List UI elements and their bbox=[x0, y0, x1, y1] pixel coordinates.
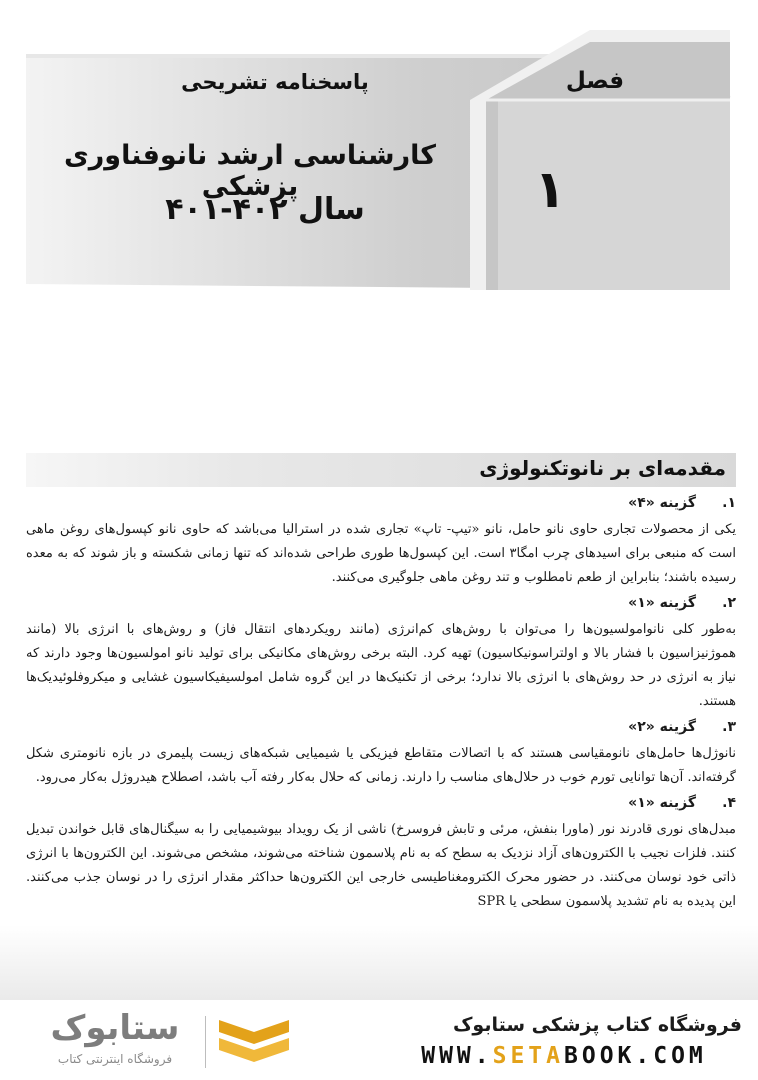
url-suffix: BOOK.COM bbox=[564, 1043, 707, 1069]
correct-option: گزینه «۲» bbox=[628, 719, 696, 735]
chapter-label: فصل bbox=[565, 68, 625, 94]
logo-divider bbox=[205, 1016, 206, 1068]
answer-item bbox=[26, 490, 736, 590]
explanation-text: مبدل‌های نوری قادرند نور (ماورا بنفش، مرئی و تابش فروسرخ) ناشی از یک رویداد بیوشیمیایی را به سیگنال‌های قابل خواندن تبدیل کنند. فلزات نجیب با الکترون‌های آزاد نزدیک به سطح که به نام پلاسمون شناخته می‌شوند، مشخص می‌شوند. این الکترون‌ها با انرژی ذاتی خود نوسان می‌کنند. در حضور محرک الکترومغناطیسی خارجی این الکترون‌ها حداکثر مقدار انرژی را در نوسان جذب می‌کنند. این پدیده به نام تشدید پلاسمون سطحی یا SPR bbox=[26, 822, 736, 909]
header-year: سال ۴۰۲-۴۰۱ bbox=[165, 192, 365, 227]
chapter-header bbox=[0, 0, 758, 300]
question-number: ۴. bbox=[722, 795, 736, 811]
header-title: کارشناسی ارشد نانوفناوری پزشکی bbox=[64, 140, 436, 202]
section-title: مقدمه‌ای بر نانوتکنولوژی bbox=[479, 456, 726, 480]
page-fade-overlay bbox=[0, 925, 758, 1005]
answers-list bbox=[26, 490, 736, 914]
footer-banner bbox=[0, 1000, 758, 1080]
url-prefix: WWW. bbox=[421, 1043, 493, 1069]
correct-option: گزینه «۱» bbox=[628, 795, 696, 811]
chapter-number: ۱ bbox=[534, 160, 566, 220]
question-number: ۱. bbox=[722, 495, 736, 511]
question-number: ۲. bbox=[722, 595, 736, 611]
chevron-logo-icon bbox=[215, 1012, 293, 1072]
url-accent: SETA bbox=[492, 1043, 564, 1069]
explanation-text: به‌طور کلی نانوامولسیون‌ها را می‌توان با روش‌های کم‌انرژی (مانند رویکردهای انتقال فاز) و روش‌های با انرژی بالا (مانند هموژنیزاسیون با فشار بالا و اولتراسونیکاسیون) تهیه کرد. البته برخی روش‌های مکانیکی برای تولید نانو امولسیون‌ها وجود دارند که نیاز به انرژی در حد روش‌های با انرژی بالا ندارد؛ برخی از تکنیک‌ها در این گروه شامل امولسیفیکاسیون غشایی و میکروفلوئیدیک‌ها هستند. bbox=[26, 622, 736, 709]
answer-item bbox=[26, 590, 736, 714]
answer-header bbox=[26, 590, 736, 618]
explanation-text: نانوژل‌ها حامل‌های نانومقیاسی هستند که با اتصالات متقاطع فیزیکی یا شیمیایی شبکه‌های زیست پلیمری در بازه نانومتری شکل گرفته‌اند. آن‌ها توانایی تورم خوب در حلال‌های مناسب را دارند. زمانی که حلال به‌کار رفته آب باشد، اصطلاح هیدروژل به‌کار می‌رود. bbox=[26, 746, 736, 785]
correct-option: گزینه «۱» bbox=[628, 595, 696, 611]
answer-header bbox=[26, 490, 736, 518]
question-number: ۳. bbox=[722, 719, 736, 735]
explanation-text: یکی از محصولات تجاری حاوی نانو حامل، نانو «تیپ- تاپ» تجاری شده در استرالیا می‌باشد که حاوی نانو کپسول‌های روغن ماهی است که منبعی برای اسیدهای چرب امگا۳ است. این کپسول‌ها طوری طراحی شده‌اند که تنها زمانی شکسته و باز شوند که به معده رسیده باشند؛ بنابراین از طعم نامطلوب و تند روغن ماهی جلوگیری می‌کنند. bbox=[26, 522, 737, 585]
answer-header bbox=[26, 714, 736, 742]
answer-item bbox=[26, 714, 736, 790]
answer-header bbox=[26, 790, 736, 818]
logo-wordmark: ستابوک bbox=[50, 1008, 180, 1048]
logo-tagline: فروشگاه اینترنتی کتاب bbox=[57, 1052, 173, 1066]
correct-option: گزینه «۴» bbox=[628, 495, 696, 511]
store-name: فروشگاه کتاب پزشکی ستابوک bbox=[452, 1014, 742, 1036]
section-title-bar bbox=[26, 453, 736, 487]
answer-item bbox=[26, 790, 736, 914]
header-subtitle: پاسخنامه تشریحی bbox=[181, 70, 369, 94]
store-url-link[interactable] bbox=[386, 1043, 742, 1069]
